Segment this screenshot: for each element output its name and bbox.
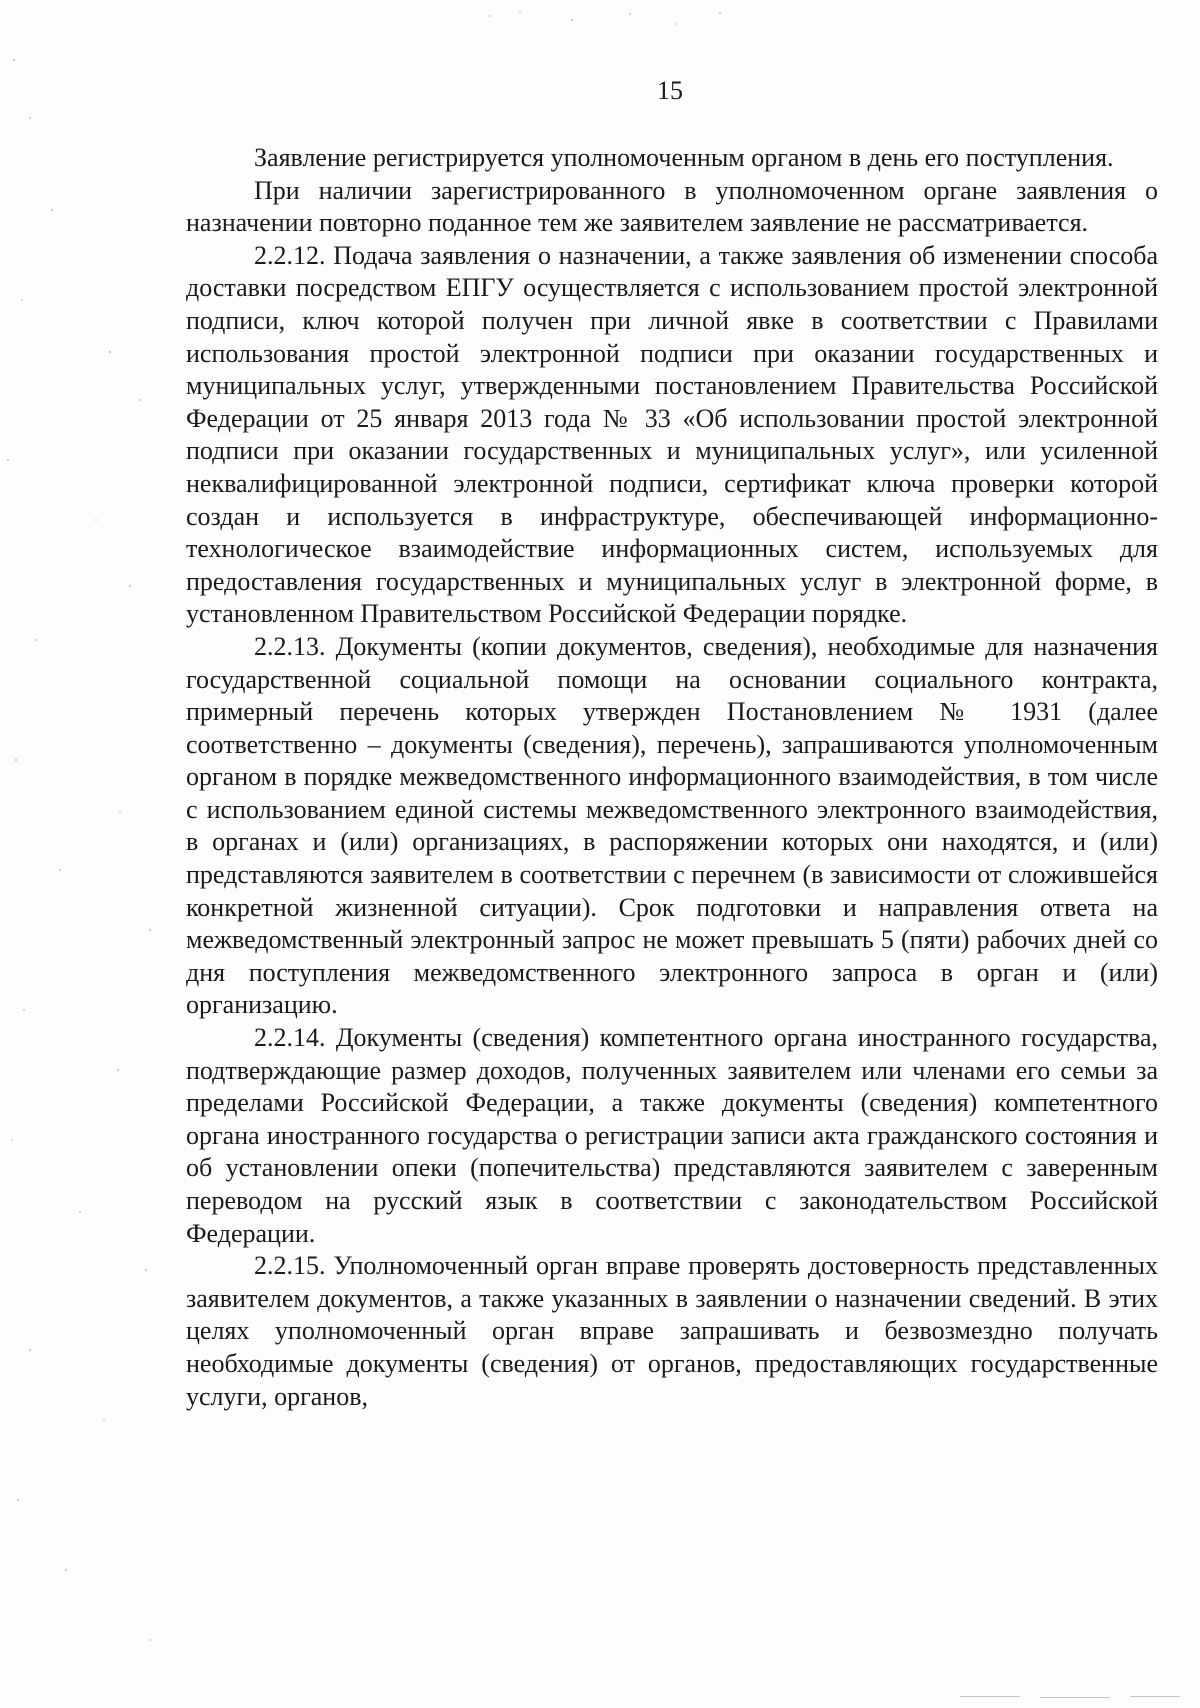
scan-noise-top bbox=[480, 4, 780, 34]
paragraph-2-2-12: 2.2.12. Подача заявления о назначении, а также заявления об изменении способа доставки посредством ЕПГУ осуществляется с использованием простой электронной подписи, ключ которой получен при личной явке в соответствии с Правилами использования простой электронной подписи при оказании государственных и муниципальных услуг, утвержденными постановлением Правительства Российской Федерации от 25 января 2013 года № 33 «Об использовании простой электронной подписи при оказании государственных и муниципальных услуг», или усиленной неквалифицированной электронной подписи, сертификат ключа проверки которой создан и используется в инфраструктуре, обеспечивающей информационно-технологическое взаимодействие информационных систем, используемых для предоставления государственных и муниципальных услуг в электронной форме, в установленном Правительством Российской Федерации порядке. bbox=[186, 240, 1158, 629]
paragraph-2-2-15: 2.2.15. Уполномоченный орган вправе проверять достоверность представленных заявителем документов, а также указанных в заявлении о назначении сведений. В этих целях уполномоченный орган вправе запрашивать и безвозмездно получать необходимые документы (сведения) от органов, предоставляющих государственные услуги, органов, bbox=[186, 1251, 1158, 1411]
paragraph-registration: Заявление регистрируется уполномоченным органом в день его поступления. bbox=[254, 143, 1114, 172]
scan-noise-bottom bbox=[960, 1692, 1190, 1702]
page-number: 15 bbox=[657, 76, 683, 105]
paragraph-2-2-13: 2.2.13. Документы (копии документов, сведения), необходимые для назначения государственной социальной помощи на основании социального контракта, примерный перечень которых утвержден Постановлением № 1931 (далее соответственно – документы (сведения), перечень), запрашиваются уполномоченным органом в порядке межведомственного информационного взаимодействия, в том числе с использованием единой системы межведомственного электронного взаимодействия, в органах и (или) организациях, в распоряжении которых они находятся, и (или) представляются заявителем в соответствии с перечнем (в зависимости от сложившейся конкретной жизненной ситуации). Срок подготовки и направления ответа на межведомственный электронный запрос не может превышать 5 (пяти) рабочих дней со дня поступления межведомственного электронного запроса в орган и (или) организацию. bbox=[186, 631, 1158, 1020]
scan-noise-left-margin bbox=[0, 0, 180, 1708]
paragraph-repeated-application: При наличии зарегистрированного в уполномоченном органе заявления о назначении повторно поданное тем же заявителем заявление не рассматривается. bbox=[186, 175, 1158, 238]
paragraph-2-2-14: 2.2.14. Документы (сведения) компетентного органа иностранного государства, подтверждающие размер доходов, полученных заявителем или членами его семьи за пределами Российской Федерации, а также документы (сведения) компетентного органа иностранного государства о регистрации записи акта гражданского состояния и об установлении опеки (попечительства) представляются заявителем с заверенным переводом на русский язык в соответствии с законодательством Российской Федерации. bbox=[186, 1023, 1158, 1248]
document-body bbox=[186, 142, 1158, 1413]
